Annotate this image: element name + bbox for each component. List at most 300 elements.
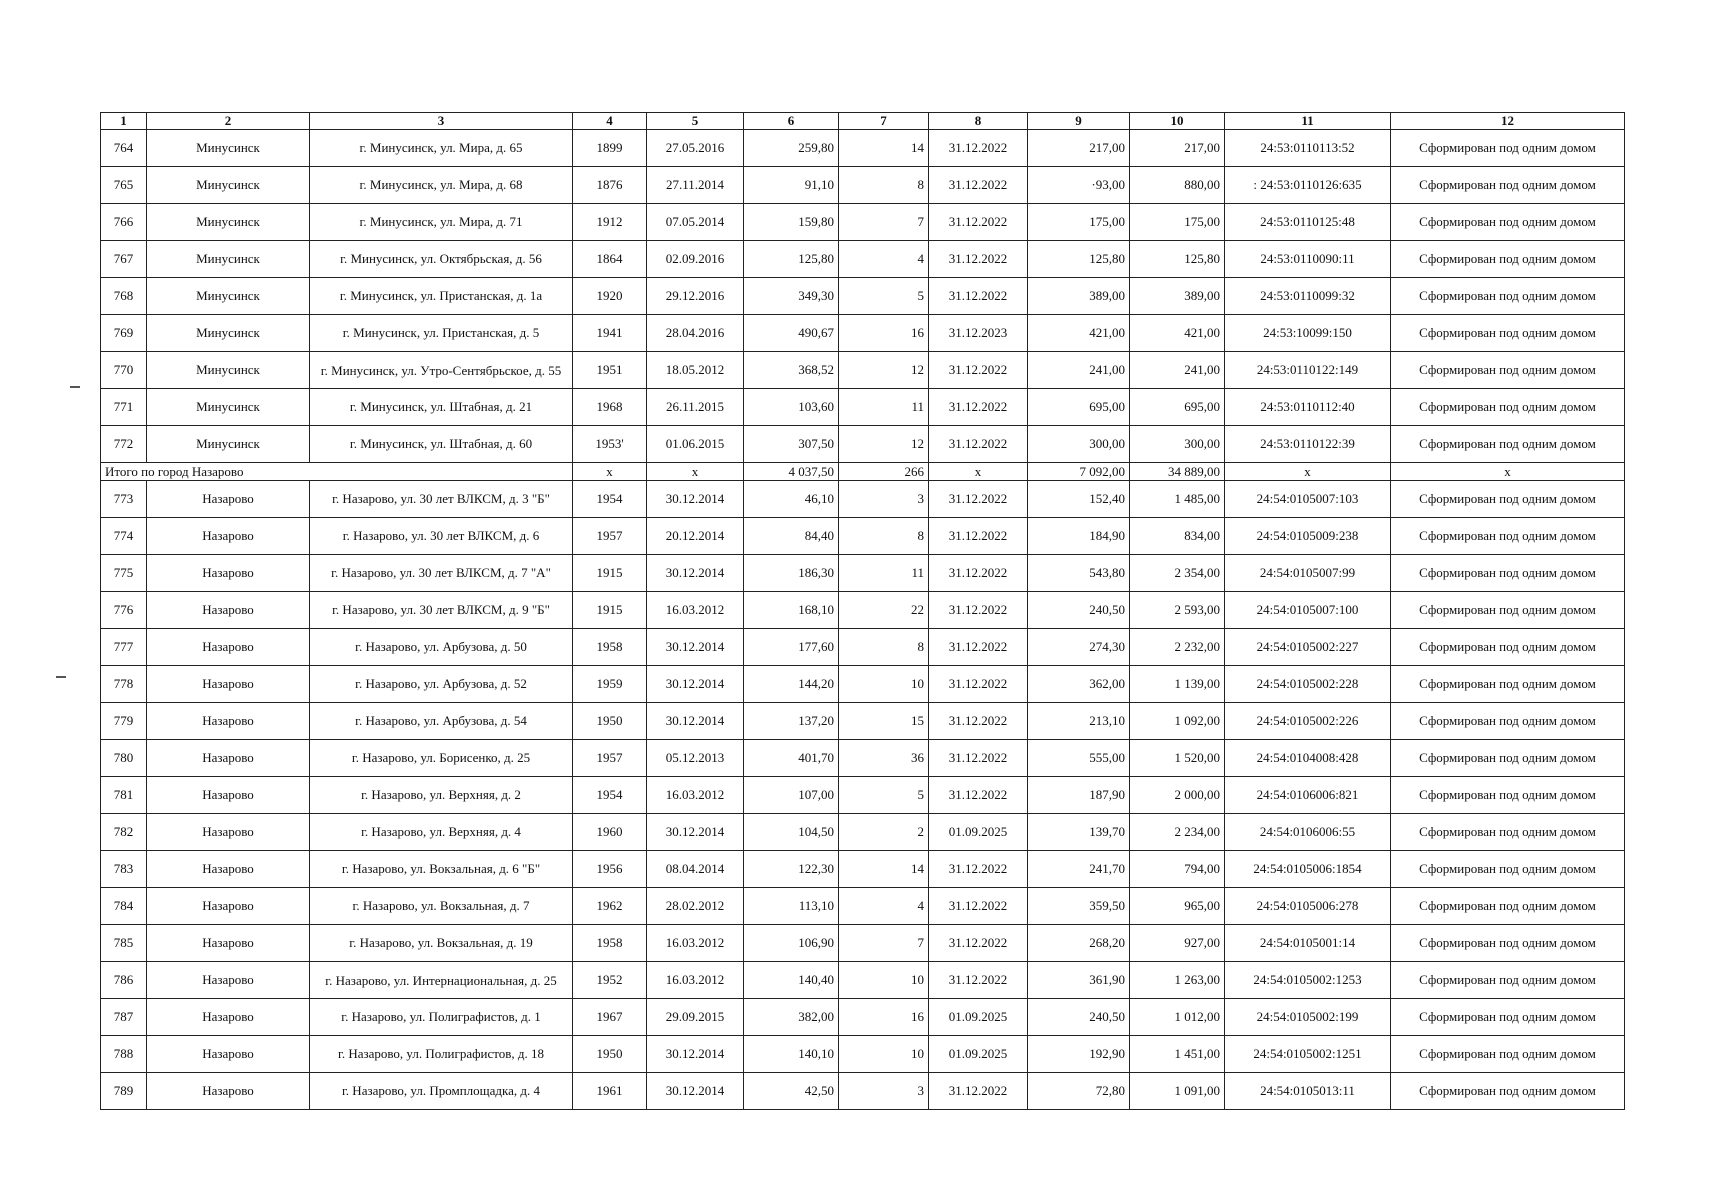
table-cell: 27.11.2014 [647, 167, 744, 204]
table-row [101, 241, 1625, 278]
table-cell: 177,60 [744, 629, 839, 666]
table-cell: 5 [839, 777, 929, 814]
table-cell: 7 [839, 925, 929, 962]
table-cell: 10 [839, 962, 929, 999]
table-cell: 1864 [573, 241, 647, 278]
table-cell: 1961 [573, 1073, 647, 1110]
table-cell: 24:54:0105002:1253 [1225, 962, 1391, 999]
table-cell: 24:54:0105007:99 [1225, 555, 1391, 592]
table-row [101, 555, 1625, 592]
table-cell: 1951 [573, 352, 647, 389]
table-cell: 31.12.2022 [929, 278, 1028, 315]
table-cell: Назарово [147, 592, 310, 629]
table-cell: 788 [101, 1036, 147, 1073]
table-cell: 31.12.2023 [929, 315, 1028, 352]
table-cell: 31.12.2022 [929, 352, 1028, 389]
table-cell: 29.09.2015 [647, 999, 744, 1036]
table-cell: 159,80 [744, 204, 839, 241]
table-cell: 31.12.2022 [929, 426, 1028, 463]
table-cell: 01.09.2025 [929, 814, 1028, 851]
table-cell: Сформирован под одним домом [1391, 278, 1625, 315]
table-cell: 31.12.2022 [929, 888, 1028, 925]
table-cell: 268,20 [1028, 925, 1130, 962]
table-row [101, 888, 1625, 925]
table-cell: 695,00 [1028, 389, 1130, 426]
table-cell: 1968 [573, 389, 647, 426]
table-cell: Сформирован под одним домом [1391, 666, 1625, 703]
table-cell: Назарово [147, 666, 310, 703]
table-row [101, 666, 1625, 703]
subtotal-cell: x [1391, 463, 1625, 481]
table-cell: 30.12.2014 [647, 703, 744, 740]
table-cell: 24:53:0110122:39 [1225, 426, 1391, 463]
table-cell: 140,40 [744, 962, 839, 999]
table-cell: 421,00 [1028, 315, 1130, 352]
table-cell: 192,90 [1028, 1036, 1130, 1073]
table-cell: 217,00 [1028, 130, 1130, 167]
table-cell: 104,50 [744, 814, 839, 851]
table-cell: 31.12.2022 [929, 925, 1028, 962]
table-cell: 4 [839, 241, 929, 278]
table-cell: 779 [101, 703, 147, 740]
table-row [101, 426, 1625, 463]
table-cell: 20.12.2014 [647, 518, 744, 555]
table-cell: 02.09.2016 [647, 241, 744, 278]
table-cell: 152,40 [1028, 481, 1130, 518]
table-cell: г. Минусинск, ул. Штабная, д. 60 [310, 426, 573, 463]
table-cell: 240,50 [1028, 999, 1130, 1036]
table-cell: 773 [101, 481, 147, 518]
table-cell: 782 [101, 814, 147, 851]
table-row [101, 999, 1625, 1036]
table-cell: г. Минусинск, ул. Октябрьская, д. 56 [310, 241, 573, 278]
scan-mark [70, 386, 80, 388]
table-cell: 16.03.2012 [647, 962, 744, 999]
table-cell: Минусинск [147, 130, 310, 167]
table-cell: г. Назарово, ул. 30 лет ВЛКСМ, д. 7 "А" [310, 555, 573, 592]
table-cell: Назарово [147, 925, 310, 962]
table-cell: Сформирован под одним домом [1391, 426, 1625, 463]
table-row [101, 518, 1625, 555]
table-cell: Сформирован под одним домом [1391, 814, 1625, 851]
table-cell: Сформирован под одним домом [1391, 592, 1625, 629]
table-cell: 31.12.2022 [929, 389, 1028, 426]
table-cell: 08.04.2014 [647, 851, 744, 888]
column-number-header: 9 [1028, 113, 1130, 130]
table-row [101, 777, 1625, 814]
table-body-minusinsk [101, 130, 1625, 463]
table-cell: 834,00 [1130, 518, 1225, 555]
table-cell: 1952 [573, 962, 647, 999]
table-cell: 1 485,00 [1130, 481, 1225, 518]
table-cell: г. Назарово, ул. Арбузова, д. 52 [310, 666, 573, 703]
table-cell: 05.12.2013 [647, 740, 744, 777]
table-cell: 490,67 [744, 315, 839, 352]
table-cell: 140,10 [744, 1036, 839, 1073]
table-cell: 543,80 [1028, 555, 1130, 592]
table-cell: 31.12.2022 [929, 740, 1028, 777]
table-cell: 24:54:0106006:55 [1225, 814, 1391, 851]
table-cell: г. Назарово, ул. 30 лет ВЛКСМ, д. 6 [310, 518, 573, 555]
scan-mark [56, 676, 66, 678]
table-cell: 1899 [573, 130, 647, 167]
table-cell: 36 [839, 740, 929, 777]
table-cell: : 24:53:0110126:635 [1225, 167, 1391, 204]
subtotal-label: Итого по город Назарово [101, 463, 573, 481]
table-cell: 1962 [573, 888, 647, 925]
table-cell: 1912 [573, 204, 647, 241]
table-cell: 30.12.2014 [647, 666, 744, 703]
table-cell: Сформирован под одним домом [1391, 518, 1625, 555]
table-cell: Назарово [147, 1036, 310, 1073]
table-cell: г. Минусинск, ул. Мира, д. 71 [310, 204, 573, 241]
table-cell: 24:53:0110112:40 [1225, 389, 1391, 426]
table-cell: 16.03.2012 [647, 925, 744, 962]
table-row [101, 315, 1625, 352]
table-cell: 783 [101, 851, 147, 888]
table-cell: 24:54:0105006:278 [1225, 888, 1391, 925]
table-cell: 1960 [573, 814, 647, 851]
table-cell: Сформирован под одним домом [1391, 389, 1625, 426]
table-cell: 775 [101, 555, 147, 592]
table-cell: 175,00 [1028, 204, 1130, 241]
table-row [101, 352, 1625, 389]
table-cell: 14 [839, 130, 929, 167]
column-number-header: 10 [1130, 113, 1225, 130]
table-cell: 125,80 [1130, 241, 1225, 278]
table-cell: 31.12.2022 [929, 167, 1028, 204]
table-cell: Минусинск [147, 167, 310, 204]
table-cell: г. Минусинск, ул. Пристанская, д. 1а [310, 278, 573, 315]
table-cell: 24:54:0105002:227 [1225, 629, 1391, 666]
table-cell: 772 [101, 426, 147, 463]
table-cell: 1967 [573, 999, 647, 1036]
table-cell: Сформирован под одним домом [1391, 315, 1625, 352]
table-cell: 24:54:0105013:11 [1225, 1073, 1391, 1110]
table-cell: 8 [839, 167, 929, 204]
table-cell: 27.05.2016 [647, 130, 744, 167]
table-row [101, 130, 1625, 167]
table-cell: Сформирован под одним домом [1391, 925, 1625, 962]
table-cell: 794,00 [1130, 851, 1225, 888]
table-cell: г. Назарово, ул. Вокзальная, д. 19 [310, 925, 573, 962]
table-cell: 776 [101, 592, 147, 629]
table-cell: 30.12.2014 [647, 481, 744, 518]
table-cell: 213,10 [1028, 703, 1130, 740]
table-cell: Минусинск [147, 241, 310, 278]
table-cell: 31.12.2022 [929, 481, 1028, 518]
subtotal-row [101, 463, 1625, 481]
table-cell: 22 [839, 592, 929, 629]
table-cell: 24:54:0105002:228 [1225, 666, 1391, 703]
table-cell: Назарово [147, 703, 310, 740]
table-cell: 16 [839, 999, 929, 1036]
table-cell: Сформирован под одним домом [1391, 1073, 1625, 1110]
table-cell: 1954 [573, 481, 647, 518]
table-cell: 1954 [573, 777, 647, 814]
table-cell: 24:54:0106006:821 [1225, 777, 1391, 814]
table-cell: 1 263,00 [1130, 962, 1225, 999]
table-cell: 15 [839, 703, 929, 740]
table-cell: г. Назарово, ул. Полиграфистов, д. 18 [310, 1036, 573, 1073]
table-cell: Минусинск [147, 352, 310, 389]
table-cell: 31.12.2022 [929, 555, 1028, 592]
table-row [101, 703, 1625, 740]
table-cell: 880,00 [1130, 167, 1225, 204]
table-cell: 31.12.2022 [929, 518, 1028, 555]
table-cell: 24:53:0110125:48 [1225, 204, 1391, 241]
table-cell: 184,90 [1028, 518, 1130, 555]
column-number-header-row [101, 113, 1625, 130]
table-cell: 1915 [573, 592, 647, 629]
document-sheet [100, 112, 1624, 1110]
table-cell: 31.12.2022 [929, 1073, 1028, 1110]
table-cell: 1 091,00 [1130, 1073, 1225, 1110]
table-row [101, 925, 1625, 962]
table-cell: 106,90 [744, 925, 839, 962]
table-cell: 24:54:0105009:238 [1225, 518, 1391, 555]
table-row [101, 962, 1625, 999]
table-cell: 24:53:10099:150 [1225, 315, 1391, 352]
table-cell: 789 [101, 1073, 147, 1110]
table-cell: 240,50 [1028, 592, 1130, 629]
table-cell: 1958 [573, 629, 647, 666]
table-cell: ·93,00 [1028, 167, 1130, 204]
table-cell: 72,80 [1028, 1073, 1130, 1110]
table-cell: 168,10 [744, 592, 839, 629]
table-cell: 765 [101, 167, 147, 204]
table-cell: 421,00 [1130, 315, 1225, 352]
table-cell: 24:54:0105006:1854 [1225, 851, 1391, 888]
table-cell: 29.12.2016 [647, 278, 744, 315]
table-cell: 785 [101, 925, 147, 962]
table-row [101, 278, 1625, 315]
table-cell: г. Назарово, ул. Верхняя, д. 4 [310, 814, 573, 851]
column-number-header: 6 [744, 113, 839, 130]
table-cell: 300,00 [1130, 426, 1225, 463]
table-cell: Минусинск [147, 315, 310, 352]
table-cell: 382,00 [744, 999, 839, 1036]
table-cell: 30.12.2014 [647, 629, 744, 666]
table-cell: 1941 [573, 315, 647, 352]
table-cell: 16 [839, 315, 929, 352]
table-cell: 1958 [573, 925, 647, 962]
table-row [101, 1036, 1625, 1073]
subtotal-count: 266 [839, 463, 929, 481]
table-cell: 24:53:0110122:149 [1225, 352, 1391, 389]
table-cell: Сформирован под одним домом [1391, 241, 1625, 278]
table-cell: 768 [101, 278, 147, 315]
table-cell: 24:54:0105002:199 [1225, 999, 1391, 1036]
table-cell: 16.03.2012 [647, 777, 744, 814]
table-cell: 125,80 [1028, 241, 1130, 278]
table-cell: г. Назарово, ул. 30 лет ВЛКСМ, д. 3 "Б" [310, 481, 573, 518]
table-cell: 401,70 [744, 740, 839, 777]
table-cell: 787 [101, 999, 147, 1036]
table-cell: 31.12.2022 [929, 666, 1028, 703]
table-cell: г. Назарово, ул. Промплощадка, д. 4 [310, 1073, 573, 1110]
table-cell: 1 139,00 [1130, 666, 1225, 703]
table-cell: Назарово [147, 481, 310, 518]
column-number-header: 3 [310, 113, 573, 130]
table-cell: 695,00 [1130, 389, 1225, 426]
table-cell: 16.03.2012 [647, 592, 744, 629]
table-cell: 1 520,00 [1130, 740, 1225, 777]
table-cell: 125,80 [744, 241, 839, 278]
table-cell: Сформирован под одним домом [1391, 481, 1625, 518]
table-cell: г. Назарово, ул. Полиграфистов, д. 1 [310, 999, 573, 1036]
table-cell: 175,00 [1130, 204, 1225, 241]
table-cell: 389,00 [1028, 278, 1130, 315]
table-cell: 28.02.2012 [647, 888, 744, 925]
table-cell: 767 [101, 241, 147, 278]
table-cell: 103,60 [744, 389, 839, 426]
table-cell: 8 [839, 518, 929, 555]
table-cell: 18.05.2012 [647, 352, 744, 389]
table-cell: 241,70 [1028, 851, 1130, 888]
table-cell: Сформирован под одним домом [1391, 888, 1625, 925]
table-cell: Минусинск [147, 204, 310, 241]
subtotal-area-10: 34 889,00 [1130, 463, 1225, 481]
table-cell: 24:54:0104008:428 [1225, 740, 1391, 777]
table-cell: г. Назарово, ул. Интернациональная, д. 25 [310, 962, 573, 999]
table-cell: 12 [839, 426, 929, 463]
table-cell: Назарово [147, 518, 310, 555]
table-body-nazarovo [101, 481, 1625, 1110]
table-cell: 927,00 [1130, 925, 1225, 962]
table-cell: 24:53:0110099:32 [1225, 278, 1391, 315]
table-cell: 31.12.2022 [929, 130, 1028, 167]
table-cell: 187,90 [1028, 777, 1130, 814]
table-cell: 5 [839, 278, 929, 315]
table-cell: 24:54:0105002:1251 [1225, 1036, 1391, 1073]
table-cell: г. Назарово, ул. Верхняя, д. 2 [310, 777, 573, 814]
table-cell: Минусинск [147, 426, 310, 463]
table-cell: г. Минусинск, ул. Утро-Сентябрьское, д. 55 [310, 352, 573, 389]
column-number-header: 1 [101, 113, 147, 130]
table-cell: 368,52 [744, 352, 839, 389]
housing-register-table [100, 112, 1625, 1110]
table-cell: 1959 [573, 666, 647, 703]
table-cell: 26.11.2015 [647, 389, 744, 426]
table-cell: 28.04.2016 [647, 315, 744, 352]
table-cell: 186,30 [744, 555, 839, 592]
table-cell: 30.12.2014 [647, 814, 744, 851]
table-cell: 24:53:0110113:52 [1225, 130, 1391, 167]
table-row [101, 481, 1625, 518]
table-cell: 2 [839, 814, 929, 851]
table-cell: Минусинск [147, 278, 310, 315]
table-cell: 241,00 [1130, 352, 1225, 389]
table-cell: 122,30 [744, 851, 839, 888]
subtotal-cell: x [573, 463, 647, 481]
table-cell: Сформирован под одним домом [1391, 167, 1625, 204]
column-number-header: 7 [839, 113, 929, 130]
table-cell: 771 [101, 389, 147, 426]
table-cell: 30.12.2014 [647, 555, 744, 592]
table-row [101, 814, 1625, 851]
table-cell: 24:54:0105002:226 [1225, 703, 1391, 740]
table-cell: 786 [101, 962, 147, 999]
table-cell: Назарово [147, 851, 310, 888]
table-cell: 349,30 [744, 278, 839, 315]
table-cell: Сформирован под одним домом [1391, 999, 1625, 1036]
table-cell: Сформирован под одним домом [1391, 629, 1625, 666]
table-cell: Сформирован под одним домом [1391, 851, 1625, 888]
table-cell: 7 [839, 204, 929, 241]
table-cell: 764 [101, 130, 147, 167]
table-cell: 01.09.2025 [929, 1036, 1028, 1073]
table-cell: 1915 [573, 555, 647, 592]
table-cell: 31.12.2022 [929, 703, 1028, 740]
table-cell: Сформирован под одним домом [1391, 130, 1625, 167]
table-cell: 10 [839, 666, 929, 703]
table-cell: Сформирован под одним домом [1391, 740, 1625, 777]
table-cell: 42,50 [744, 1073, 839, 1110]
table-cell: г. Назарово, ул. Арбузова, д. 54 [310, 703, 573, 740]
table-cell: 01.09.2025 [929, 999, 1028, 1036]
table-cell: 555,00 [1028, 740, 1130, 777]
column-number-header: 4 [573, 113, 647, 130]
table-cell: 1 012,00 [1130, 999, 1225, 1036]
column-number-header: 12 [1391, 113, 1625, 130]
table-cell: 2 232,00 [1130, 629, 1225, 666]
table-row [101, 851, 1625, 888]
table-cell: 774 [101, 518, 147, 555]
table-cell: г. Назарово, ул. Вокзальная, д. 6 "Б" [310, 851, 573, 888]
table-cell: Назарово [147, 888, 310, 925]
table-cell: 31.12.2022 [929, 777, 1028, 814]
table-cell: 361,90 [1028, 962, 1130, 999]
table-cell: 107,00 [744, 777, 839, 814]
table-cell: Сформирован под одним домом [1391, 555, 1625, 592]
table-cell: Сформирован под одним домом [1391, 962, 1625, 999]
table-cell: 113,10 [744, 888, 839, 925]
table-cell: 1957 [573, 518, 647, 555]
table-cell: 24:54:0105007:100 [1225, 592, 1391, 629]
table-cell: г. Назарово, ул. Борисенко, д. 25 [310, 740, 573, 777]
table-cell: 137,20 [744, 703, 839, 740]
table-cell: Минусинск [147, 389, 310, 426]
table-row [101, 389, 1625, 426]
table-cell: 31.12.2022 [929, 962, 1028, 999]
table-cell: 91,10 [744, 167, 839, 204]
table-cell: 2 593,00 [1130, 592, 1225, 629]
table-cell: 01.06.2015 [647, 426, 744, 463]
column-number-header: 8 [929, 113, 1028, 130]
table-cell: Назарово [147, 555, 310, 592]
table-cell: 07.05.2014 [647, 204, 744, 241]
table-cell: 300,00 [1028, 426, 1130, 463]
table-row [101, 167, 1625, 204]
table-row [101, 740, 1625, 777]
table-cell: 14 [839, 851, 929, 888]
table-cell: г. Назарово, ул. 30 лет ВЛКСМ, д. 9 "Б" [310, 592, 573, 629]
subtotal-area: 4 037,50 [744, 463, 839, 481]
table-cell: 3 [839, 1073, 929, 1110]
table-cell: 2 000,00 [1130, 777, 1225, 814]
table-cell: 307,50 [744, 426, 839, 463]
column-number-header: 2 [147, 113, 310, 130]
table-cell: 1950 [573, 703, 647, 740]
table-cell: 1920 [573, 278, 647, 315]
table-cell: 10 [839, 1036, 929, 1073]
table-cell: Назарово [147, 999, 310, 1036]
subtotal-cell: x [647, 463, 744, 481]
table-cell: 778 [101, 666, 147, 703]
table-cell: 24:53:0110090:11 [1225, 241, 1391, 278]
table-cell: 359,50 [1028, 888, 1130, 925]
